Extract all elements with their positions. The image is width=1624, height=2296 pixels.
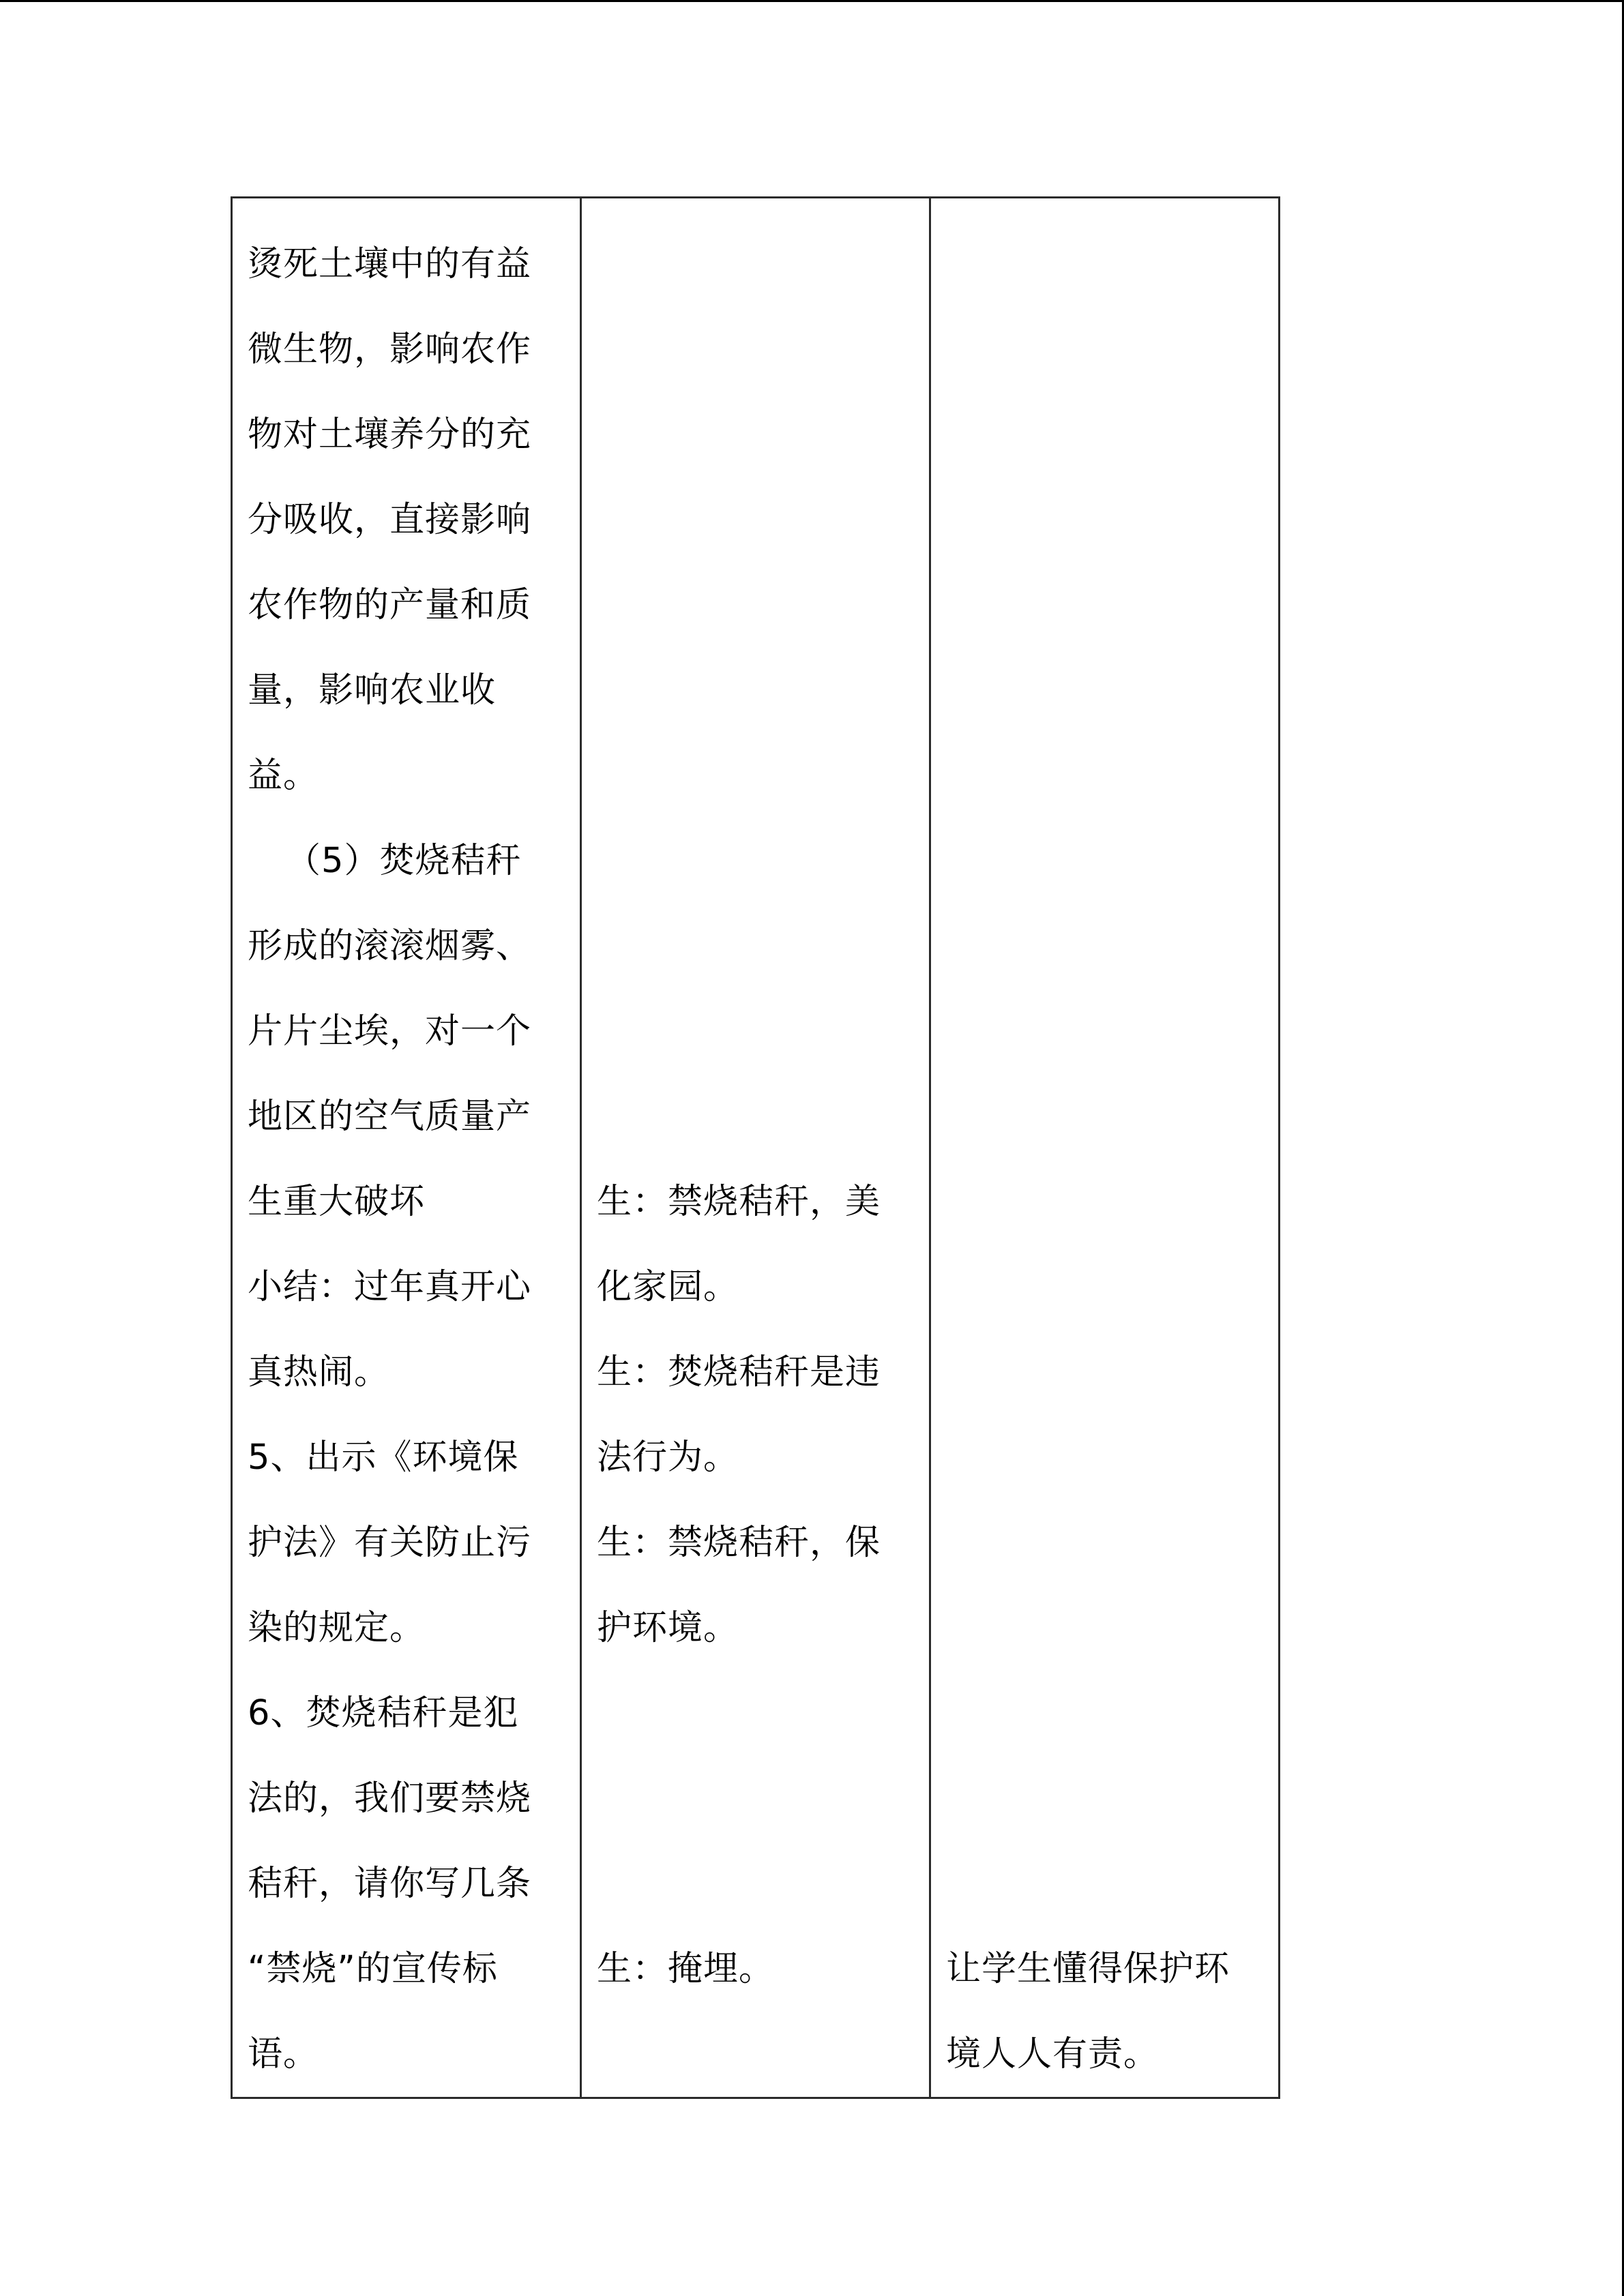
text-line: 物对土壤养分的充 bbox=[248, 415, 532, 455]
text-line: 化家园。 bbox=[597, 1267, 739, 1307]
text-line: 护法》有关防止污 bbox=[248, 1523, 532, 1563]
text-line: 生：掩埋。 bbox=[597, 1949, 775, 1989]
text-line: 法行为。 bbox=[597, 1437, 739, 1478]
text-line: 语。 bbox=[248, 2034, 319, 2074]
text-line: 生：禁烧秸秆，保 bbox=[597, 1523, 881, 1563]
text-line: 地区的空气质量产 bbox=[248, 1097, 532, 1137]
text-line: 烫死土壤中的有益 bbox=[248, 244, 532, 284]
text-line: 分吸收，直接影响 bbox=[248, 500, 532, 540]
text-line: 生：焚烧秸秆是违 bbox=[597, 1352, 881, 1392]
text-line: 6、焚烧秸秆是犯 bbox=[248, 1693, 519, 1733]
design-intent-cell bbox=[930, 198, 1280, 2098]
text-line: 境人人有责。 bbox=[946, 2034, 1160, 2074]
lesson-plan-table bbox=[231, 196, 1280, 2099]
text-line: 形成的滚滚烟雾、 bbox=[248, 926, 532, 966]
table-row bbox=[232, 198, 1280, 2098]
text-line: 染的规定。 bbox=[248, 1608, 426, 1648]
text-line: 农作物的产量和质 bbox=[248, 585, 532, 625]
teacher-activity-cell bbox=[232, 198, 581, 2098]
text-line: 秸秆，请你写几条 bbox=[248, 1864, 532, 1904]
text-line: 法的，我们要禁烧 bbox=[248, 1778, 532, 1819]
text-line: 片片尘埃，对一个 bbox=[248, 1011, 532, 1052]
text-line: 微生物，影响农作 bbox=[248, 329, 532, 370]
text-line: 真热闹。 bbox=[248, 1352, 390, 1392]
text-line: 益。 bbox=[248, 756, 319, 796]
text-line: “禁烧”的宣传标 bbox=[248, 1949, 498, 1989]
student-activity-cell bbox=[581, 198, 930, 2098]
text-line: 量，影响农业收 bbox=[248, 670, 497, 711]
text-line: 护环境。 bbox=[597, 1608, 739, 1648]
text-line: 生重大破坏 bbox=[248, 1182, 426, 1222]
text-line: （5）焚烧秸秆 bbox=[286, 841, 522, 881]
text-line: 5、出示《环境保 bbox=[248, 1437, 519, 1478]
text-line: 生：禁烧秸秆，美 bbox=[597, 1182, 881, 1222]
text-line: 小结：过年真开心 bbox=[248, 1267, 532, 1307]
text-line: 让学生懂得保护环 bbox=[946, 1949, 1230, 1989]
page-top-border bbox=[0, 0, 1624, 2]
